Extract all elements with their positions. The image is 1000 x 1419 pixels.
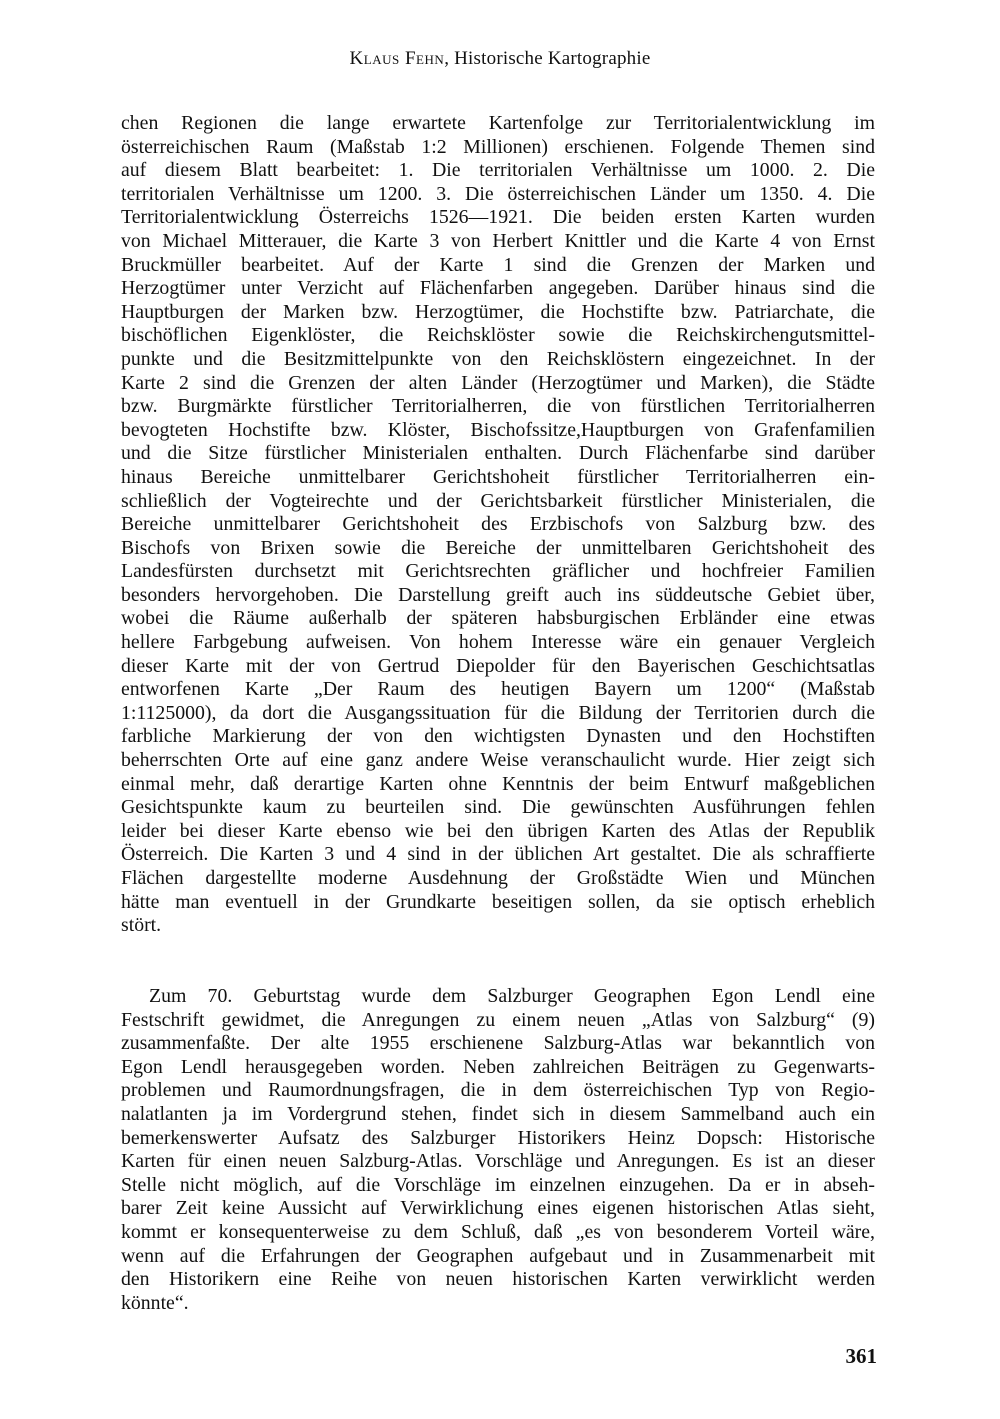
text-line: Karten für einen neuen Salzburg-Atlas. Vorschläge und Anregungen. Es ist an dieser	[121, 1150, 875, 1173]
text-line: Egon Lendl herausgegeben worden. Neben zahlreichen Beiträgen zu Gegenwarts-	[121, 1055, 875, 1078]
running-header	[0, 48, 1000, 70]
text-line: hätte man eventuell in der Grundkarte beseitigen sollen, da sie optisch erheblich	[121, 890, 875, 913]
text-line: bemerkenswerter Aufsatz des Salzburger Historikers Heinz Dopsch: Historische	[121, 1126, 875, 1149]
text-line: zusammenfaßte. Der alte 1955 erschienene Salzburg-Atlas war bekanntlich von	[121, 1032, 875, 1055]
text-line: Stelle nicht möglich, auf die Vorschläge im einzelnen einzugehen. Da er in abseh-	[121, 1173, 875, 1196]
text-line: und die Sitze fürstlicher Ministerialen enthalten. Durch Flächenfarbe sind darüber	[121, 442, 875, 465]
text-line: wenn auf die Erfahrungen der Geographen aufgebaut und in Zusammenarbeit mit	[121, 1244, 875, 1267]
text-line: bischöflichen Eigenklöster, die Reichsklöster sowie die Reichskirchengutsmittel-	[121, 324, 875, 347]
text-line: Flächen dargestellte moderne Ausdehnung der Großstädte Wien und München	[121, 867, 875, 889]
text-line: beherrschten Orte auf eine ganz andere Weise veranschaulicht wurde. Hier zeigt sich	[121, 749, 875, 772]
paragraph-2	[121, 985, 875, 1315]
text-line: Bereiche unmittelbarer Gerichtshoheit des Erzbischofs von Salzburg bzw. des	[121, 513, 875, 536]
text-line: punkte und die Besitzmittelpunkte von den Reichsklöstern eingezeichnet. In der	[121, 347, 875, 370]
text-line: 1:1125000), da dort die Ausgangssituation für die Bildung der Territorien durch die	[121, 701, 875, 724]
text-line: barer Zeit keine Aussicht auf Verwirklichung eines eigenen historischen Atlas sieht,	[121, 1197, 875, 1220]
text-line: wobei die Räume außerhalb der späteren habsburgischen Erbländer eine etwas	[121, 607, 875, 630]
text-line: bevogteten Hochstifte bzw. Klöster, Bischofssitze,Hauptburgen von Grafenfamilien	[121, 418, 875, 441]
text-line: kommt er konsequenterweise zu dem Schluß, daß „es von besonderem Vorteil wäre,	[121, 1220, 875, 1243]
text-line: österreichischen Raum (Maßstab 1:2 Millionen) erschienen. Folgende Themen sind	[121, 135, 875, 158]
text-line: nalatlanten ja im Vordergrund stehen, findet sich in diesem Sammelband auch ein	[121, 1102, 875, 1125]
text-line: dieser Karte mit der von Gertrud Diepolder für den Bayerischen Geschichtsatlas	[121, 654, 875, 677]
text-line: hellere Farbgebung aufweisen. Von hohem Interesse wäre ein genauer Vergleich	[121, 631, 875, 654]
header-author: Klaus Fehn	[349, 48, 445, 69]
text-line: auf diesem Blatt bearbeitet: 1. Die territorialen Verhältnisse um 1000. 2. Die	[121, 159, 875, 182]
text-line: Hauptburgen der Marken bzw. Herzogtümer, die Hochstifte bzw. Patriarchate, die	[121, 300, 875, 323]
text-line: farbliche Markierung der von den wichtigsten Dynasten und den Hochstiften	[121, 725, 875, 748]
text-line: Gesichtspunkte kaum zu beurteilen sind. Die gewünschten Ausführungen fehlen	[121, 796, 875, 819]
text-line: Zum 70. Geburtstag wurde dem Salzburger Geographen Egon Lendl eine	[149, 985, 875, 1007]
text-line: Festschrift gewidmet, die Anregungen zu einem neuen „Atlas von Salzburg“ (9)	[121, 1008, 875, 1031]
text-line: chen Regionen die lange erwartete Kartenfolge zur Territorialentwicklung im	[121, 112, 875, 134]
text-line: Österreich. Die Karten 3 und 4 sind in der üblichen Art gestaltet. Die als schraffierte	[121, 843, 875, 866]
text-line: besonders hervorgehoben. Die Darstellung greift auch ins süddeutsche Gebiet über,	[121, 583, 875, 606]
text-line: Territorialentwicklung Österreichs 1526—1921. Die beiden ersten Karten wurden	[121, 206, 875, 229]
page-number: 361	[845, 1344, 877, 1368]
text-line: Bruckmüller bearbeitet. Auf der Karte 1 sind die Grenzen der Marken und	[121, 253, 875, 276]
text-line: territorialen Verhältnisse um 1200. 3. Die österreichischen Länder um 1350. 4. Die	[121, 182, 875, 205]
text-line: Bischofs von Brixen sowie die Bereiche der unmittelbaren Gerichtshoheit des	[121, 536, 875, 559]
text-line: Herzogtümer unter Verzicht auf Flächenfarben angegeben. Darüber hinaus sind die	[121, 277, 875, 300]
text-line: den Historikern eine Reihe von neuen historischen Karten verwirklicht werden	[121, 1268, 875, 1291]
text-line: Karte 2 sind die Grenzen der alten Länder (Herzogtümer und Marken), die Städte	[121, 371, 875, 394]
text-line: problemen und Raumordnungsfragen, die in dem österreichischen Typ von Regio-	[121, 1079, 875, 1102]
header-title: Historische Kartographie	[454, 48, 651, 69]
text-line: bzw. Burgmärkte fürstlicher Territorialherren, die von fürstlichen Territorialherren	[121, 395, 875, 418]
text-line: von Michael Mitterauer, die Karte 3 von Herbert Knittler und die Karte 4 von Ernst	[121, 229, 875, 252]
text-line: einmal mehr, daß derartige Karten ohne Kenntnis der beim Entwurf maßgeblichen	[121, 772, 875, 795]
text-line: hinaus Bereiche unmittelbarer Gerichtshoheit fürstlicher Territorialherren ein-	[121, 465, 875, 488]
text-line: Landesfürsten durchsetzt mit Gerichtsrechten gräflicher und hochfreier Familien	[121, 560, 875, 583]
text-line: könnte“.	[121, 1291, 189, 1314]
text-line: leider bei dieser Karte ebenso wie bei den übrigen Karten des Atlas der Republik	[121, 819, 875, 842]
header-separator: ,	[444, 48, 455, 69]
text-line: stört.	[121, 914, 162, 937]
text-line: entworfenen Karte „Der Raum des heutigen Bayern um 1200“ (Maßstab	[121, 678, 875, 701]
paragraph-1	[121, 112, 875, 938]
text-line: schließlich der Vogteirechte und der Gerichtsbarkeit fürstlicher Ministerialen, die	[121, 489, 875, 512]
